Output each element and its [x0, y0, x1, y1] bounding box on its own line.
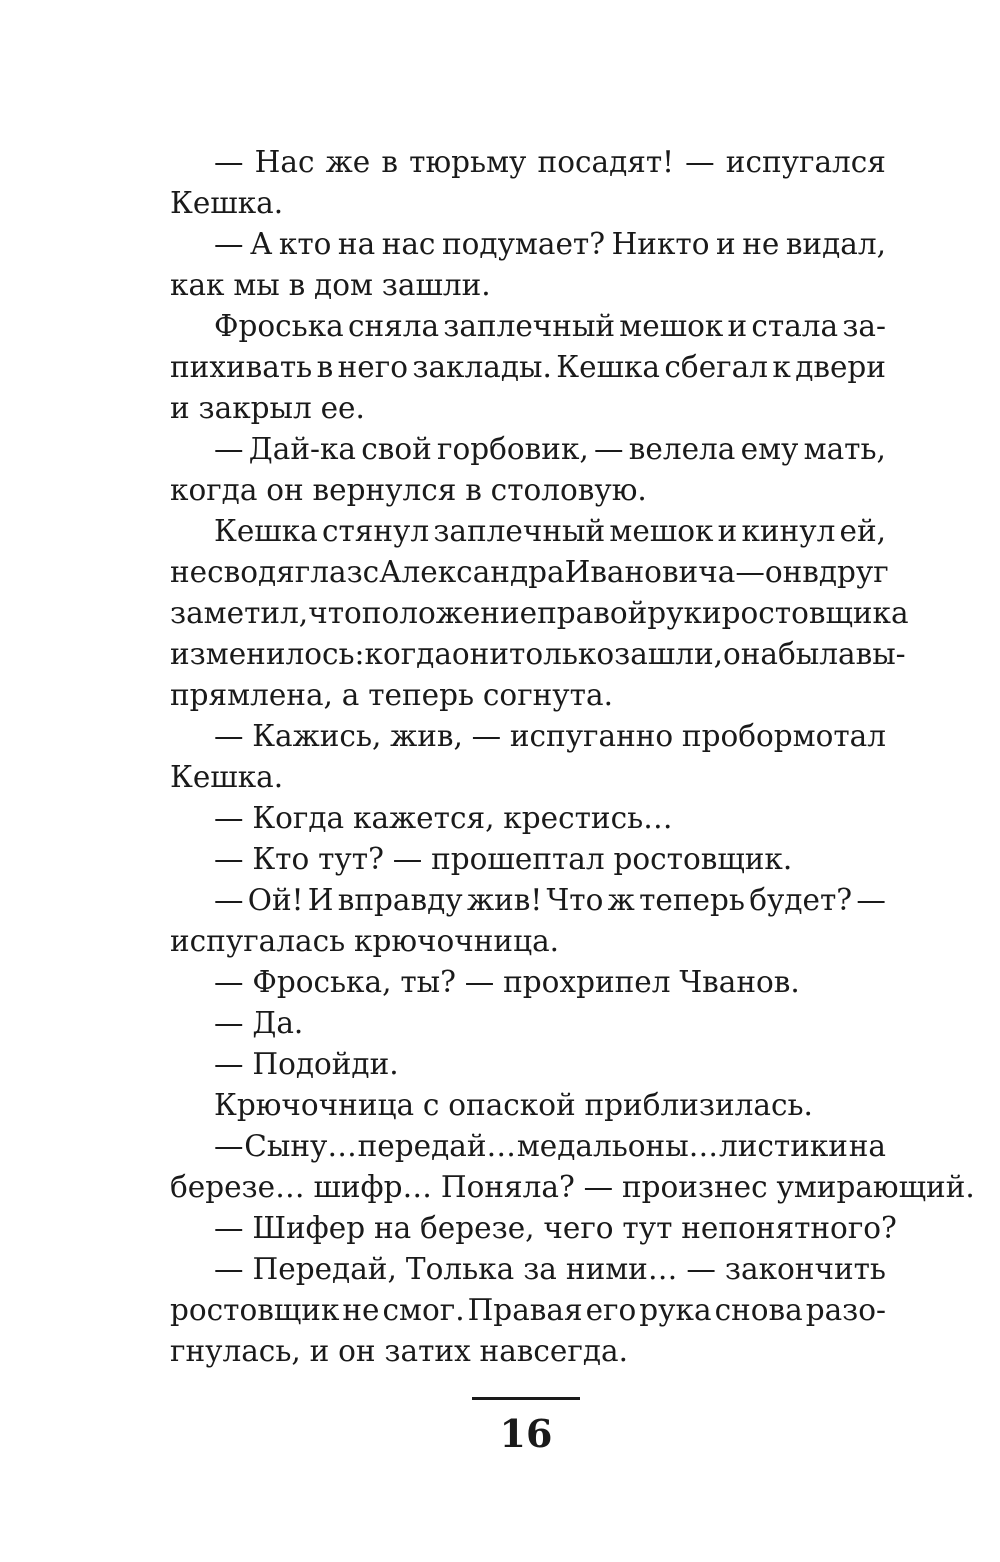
- word: тюрьму: [409, 145, 527, 179]
- word: изменилось:: [170, 637, 365, 671]
- word: крестись…: [503, 801, 673, 835]
- text-line: [170, 962, 886, 1003]
- word: березе…: [170, 1170, 305, 1204]
- word: шифр…: [313, 1170, 433, 1204]
- word: свой: [361, 432, 432, 466]
- word: за: [523, 1252, 557, 1286]
- word: —: [214, 227, 244, 261]
- word: и: [716, 227, 736, 261]
- word: заплечный: [433, 514, 606, 548]
- word: ними…: [565, 1252, 678, 1286]
- text-line: [170, 183, 886, 224]
- word: гнулась,: [170, 1334, 301, 1368]
- word: —: [214, 965, 244, 999]
- word: —: [214, 432, 244, 466]
- text-line: [170, 921, 886, 962]
- word: —: [214, 1252, 244, 1286]
- word: мешок: [609, 514, 714, 548]
- word: не: [742, 227, 780, 261]
- word: и: [727, 309, 748, 343]
- word: непонятного?: [681, 1211, 897, 1245]
- text-line: [170, 306, 886, 347]
- word: Толька: [405, 1252, 515, 1286]
- word: —: [686, 1252, 716, 1286]
- text-line: [170, 265, 886, 306]
- word: вправду: [337, 883, 463, 917]
- word: Да.: [252, 1006, 304, 1040]
- word: Кешка: [214, 514, 318, 548]
- word: —: [594, 432, 624, 466]
- word: только: [509, 637, 615, 671]
- word: Ивановича: [564, 555, 736, 589]
- word: испуганно: [509, 719, 674, 753]
- word: на: [848, 1129, 886, 1163]
- word: испугалась: [170, 924, 346, 958]
- word: в: [316, 350, 334, 384]
- text-line: [170, 1290, 886, 1331]
- word: его: [585, 1293, 637, 1327]
- word: он: [338, 1334, 376, 1368]
- word: подумает?: [441, 227, 606, 261]
- word: кто: [278, 227, 332, 261]
- word: —: [856, 883, 886, 917]
- word: —: [214, 1129, 244, 1163]
- word: И: [307, 883, 334, 917]
- word: Кешка: [556, 350, 660, 384]
- word: к: [772, 350, 791, 384]
- word: положение: [361, 596, 538, 630]
- word: правой: [537, 596, 648, 630]
- word: дом: [314, 268, 373, 302]
- word: ростовщик.: [613, 842, 793, 876]
- word: ростовщик: [170, 1293, 340, 1327]
- word: мешок: [619, 309, 724, 343]
- text-line: [170, 1085, 886, 1126]
- text-line: [170, 142, 886, 183]
- text-line: [170, 1003, 886, 1044]
- word: березе,: [420, 1211, 535, 1245]
- text-line: [170, 470, 886, 511]
- word: Когда: [252, 801, 345, 835]
- word: кажется,: [353, 801, 495, 835]
- word: он: [266, 473, 304, 507]
- word: прошептал: [431, 842, 605, 876]
- word: согнута.: [482, 678, 613, 712]
- word: —: [685, 145, 715, 179]
- word: и: [717, 514, 738, 548]
- word: видал,: [785, 227, 886, 261]
- word: умирающий.: [776, 1170, 975, 1204]
- word: разо-: [805, 1293, 886, 1327]
- text-line: [170, 1167, 975, 1208]
- word: тут: [622, 1211, 673, 1245]
- word: Кажись,: [252, 719, 382, 753]
- word: теперь: [639, 883, 745, 917]
- word: а: [341, 678, 360, 712]
- word: была: [778, 637, 856, 671]
- word: затих: [384, 1334, 471, 1368]
- word: стянул: [321, 514, 430, 548]
- word: столовую.: [490, 473, 647, 507]
- word: Нас: [254, 145, 315, 179]
- word: Сыну…: [244, 1129, 357, 1163]
- word: вдруг: [802, 555, 889, 589]
- text-line: [170, 593, 909, 634]
- word: в: [288, 268, 306, 302]
- word: велела: [628, 432, 736, 466]
- word: заклады.: [412, 350, 552, 384]
- text-line: [170, 224, 886, 265]
- word: вернулся: [312, 473, 457, 507]
- word: —: [214, 145, 244, 179]
- word: Передай,: [252, 1252, 397, 1286]
- word: —: [583, 1170, 614, 1204]
- word: Фроська: [214, 309, 344, 343]
- word: —: [471, 719, 502, 753]
- text-line: [170, 1126, 886, 1167]
- text-line: [170, 347, 886, 388]
- word: —: [214, 801, 244, 835]
- word: Фроська,: [252, 965, 392, 999]
- word: приблизилась.: [584, 1088, 813, 1122]
- word: Чванов.: [679, 965, 800, 999]
- word: ж: [607, 883, 635, 917]
- word: —: [214, 719, 244, 753]
- text-line: [170, 1249, 886, 1290]
- word: листики: [718, 1129, 848, 1163]
- word: смог.: [382, 1293, 465, 1327]
- word: Кто: [252, 842, 310, 876]
- word: жив!: [466, 883, 543, 917]
- word: же: [325, 145, 371, 179]
- word: ее.: [320, 391, 365, 425]
- word: —: [214, 842, 244, 876]
- word: с: [422, 1088, 440, 1122]
- text-line: [170, 429, 886, 470]
- word: Никто: [611, 227, 710, 261]
- word: и: [170, 391, 190, 425]
- text-line: [170, 552, 889, 593]
- word: —: [735, 555, 765, 589]
- word: в: [381, 145, 398, 179]
- word: А: [250, 227, 273, 261]
- word: Крючочница: [214, 1088, 415, 1122]
- word: нас: [381, 227, 436, 261]
- word: вы-: [855, 637, 906, 671]
- word: глаз: [294, 555, 363, 589]
- word: зашли.: [381, 268, 491, 302]
- word: будет?: [749, 883, 853, 917]
- word: сводя: [207, 555, 295, 589]
- text-line: [170, 388, 886, 429]
- word: кинул: [741, 514, 836, 548]
- word: снова: [714, 1293, 803, 1327]
- word: мы: [233, 268, 280, 302]
- word: Кешка.: [170, 186, 284, 220]
- word: Александра: [379, 555, 565, 589]
- word: не: [342, 1293, 380, 1327]
- word: испугался: [725, 145, 886, 179]
- word: Кешка.: [170, 760, 284, 794]
- word: заметил,: [170, 596, 309, 630]
- word: Что: [546, 883, 604, 917]
- word: он: [764, 555, 803, 589]
- word: —: [214, 883, 244, 917]
- word: произнес: [621, 1170, 768, 1204]
- text-line: [170, 511, 886, 552]
- text-line: [170, 1208, 897, 1249]
- word: чего: [543, 1211, 614, 1245]
- text-line: [170, 757, 886, 798]
- word: Дай-ка: [248, 432, 356, 466]
- word: —: [214, 1211, 244, 1245]
- page-number: 16: [499, 1411, 553, 1456]
- word: зашли,: [614, 637, 723, 671]
- word: пробормотал: [681, 719, 886, 753]
- word: когда: [364, 637, 452, 671]
- word: Подойди.: [252, 1047, 399, 1081]
- word: не: [170, 555, 208, 589]
- word: Ой!: [247, 883, 304, 917]
- word: ему: [740, 432, 799, 466]
- word: ты?: [400, 965, 456, 999]
- word: двери: [795, 350, 886, 384]
- text-line: [170, 839, 886, 880]
- word: что: [308, 596, 362, 630]
- word: сняла: [347, 309, 440, 343]
- text-line: [170, 1331, 886, 1372]
- word: закрыл: [198, 391, 312, 425]
- word: крючочница.: [354, 924, 560, 958]
- word: пихивать: [170, 350, 313, 384]
- text-line: [170, 634, 906, 675]
- word: Шифер: [252, 1211, 366, 1245]
- word: горбовик,: [437, 432, 589, 466]
- word: —: [214, 1047, 244, 1081]
- word: на: [337, 227, 376, 261]
- word: —: [464, 965, 495, 999]
- word: как: [170, 268, 225, 302]
- word: она: [723, 637, 779, 671]
- word: жив,: [390, 719, 463, 753]
- word: с: [362, 555, 380, 589]
- text-line: [170, 675, 886, 716]
- word: руки: [647, 596, 722, 630]
- text-line: [170, 716, 886, 757]
- word: на: [373, 1211, 412, 1245]
- word: когда: [170, 473, 258, 507]
- text-line: [170, 798, 886, 839]
- body-text: [170, 142, 975, 1372]
- word: и: [309, 1334, 330, 1368]
- word: они: [451, 637, 510, 671]
- word: ростовщика: [721, 596, 909, 630]
- text-line: [170, 1044, 886, 1085]
- word: медальоны…: [516, 1129, 719, 1163]
- word: —: [392, 842, 423, 876]
- word: мать,: [803, 432, 886, 466]
- word: стала: [751, 309, 839, 343]
- word: заплечный: [443, 309, 616, 343]
- word: передай…: [357, 1129, 517, 1163]
- word: сбегал: [664, 350, 768, 384]
- word: в: [465, 473, 482, 507]
- word: посадят!: [537, 145, 675, 179]
- word: рука: [639, 1293, 712, 1327]
- word: теперь: [368, 678, 475, 712]
- page-number-rule: [472, 1397, 580, 1400]
- word: опаской: [448, 1088, 576, 1122]
- word: тут?: [318, 842, 384, 876]
- word: навсегда.: [479, 1334, 628, 1368]
- word: него: [337, 350, 408, 384]
- word: Поняла?: [440, 1170, 575, 1204]
- word: Правая: [467, 1293, 583, 1327]
- word: прямлена,: [170, 678, 333, 712]
- word: закончить: [724, 1252, 886, 1286]
- word: прохрипел: [503, 965, 671, 999]
- text-line: [170, 880, 886, 921]
- word: —: [214, 1006, 244, 1040]
- word: за-: [842, 309, 886, 343]
- word: ей,: [839, 514, 886, 548]
